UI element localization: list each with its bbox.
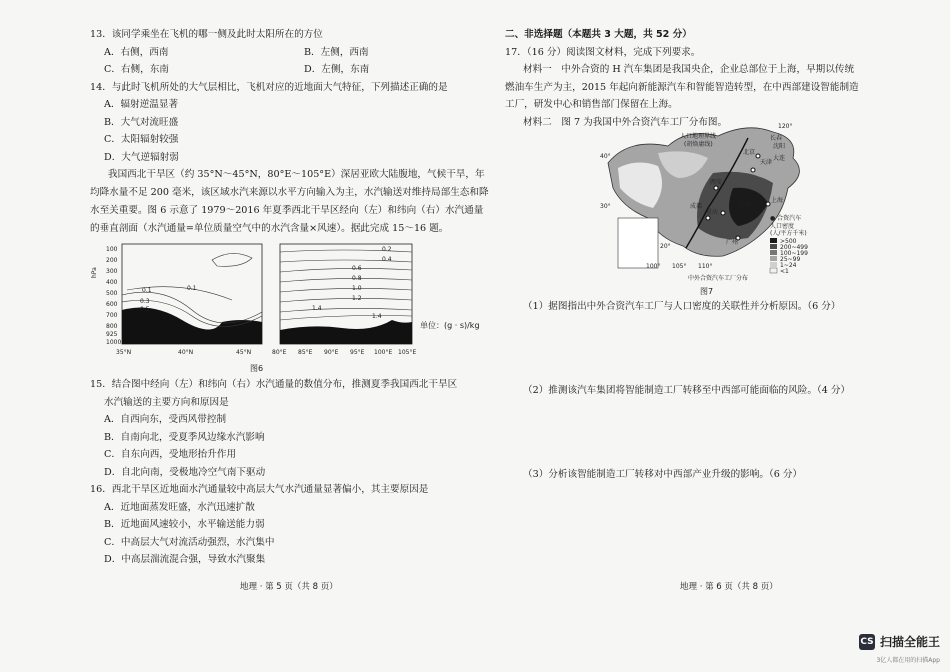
legend-swatch [770,256,777,261]
city-label: 北京 [743,149,756,156]
legend-density-title: 人口密度 [770,223,795,230]
fig6-right-contour [280,260,412,262]
q15-stem-line2: 水汽输送的主要方向和原因是 [104,396,229,408]
q17-stem: 17．（16 分）阅读图文材料，完成下列要求。 [505,46,701,58]
factory-marker [721,211,725,215]
legend-item: >500 [780,238,797,245]
fig6-right-label: 1.2 [352,295,362,302]
fig6-ytick: 700 [106,312,118,319]
map-legend [770,214,808,275]
legend-item: 1~24 [780,262,797,269]
legend-item: <1 [780,268,789,275]
legend-item: 100~199 [780,250,808,257]
fig6-right-contour [280,316,412,321]
fig6-right-label: 1.4 [372,313,382,320]
fig6-caption: 图6 [250,364,264,373]
material-1-line1: 材料一 中外合资的 H 汽车集团是我国央企，企业总部位于上海，早期以传统 [523,64,855,75]
q15-option-b: B．自南向北，受夏季风边缘水汽影响 [104,431,265,443]
fig6-right-contour [280,308,412,312]
city-label: 长春 [770,135,783,142]
legend-density-unit: (人/平方千米) [770,230,807,237]
legend-swatch [770,268,777,273]
q16-option-a: A．近地面蒸发旺盛，水汽迅速扩散 [104,501,255,513]
fig6-right-label: 0.6 [352,265,362,272]
fig6-y-label: hPa [91,267,98,278]
q13-option-b: B．左侧，西南 [304,46,369,58]
fig6-right-xtick: 95°E [350,349,365,356]
q13-option-c: C．右侧，东南 [104,64,169,75]
legend-item: 200~499 [780,244,808,251]
factory-marker [756,154,760,158]
legend-item: 25~99 [780,256,801,263]
fig6-ytick: 800 [106,323,118,330]
fig6-left-label: 0.1 [187,285,197,292]
fig6-ytick: 200 [106,257,118,264]
fig6-right-contour [280,288,412,292]
fig6-right-xtick: 80°E [272,349,287,356]
factory-marker [706,216,710,220]
q17-sub1-block [505,298,900,316]
fig6-left-label: 0.5 [140,306,150,313]
material-1-line3: 工厂，研发中心和销售部门保留在上海。 [505,99,678,110]
fig6-right-xtick: 90°E [324,349,339,356]
fig6-ytick: 300 [106,268,118,275]
q15-option-d: D．自北向南，受极地冷空气南下驱动 [104,466,266,478]
fig6-ytick: 400 [106,279,118,286]
fig6-right-label: 0.4 [382,256,392,263]
fig6-left-terrain [122,308,262,344]
q14-option-c: C．太阳辐射较强 [104,134,179,145]
q16-option-d: D．中高层湍流混合强，导致水汽聚集 [104,554,266,565]
legend-swatch [770,250,777,255]
fig6-y-ticks [106,246,121,346]
fig6-unit: 单位：(g · s)/kg [420,321,480,330]
figure-7-map [598,118,823,283]
fig6-ytick: 925 [106,331,118,338]
city-label: 上海 [771,197,784,204]
fig6-left-label: 0.1 [142,287,152,294]
fig6-right-contour [280,298,412,302]
city-label: 重庆 [706,209,719,216]
city-label: 大连 [773,155,786,162]
q14-option-a: A．辐射逆温显著 [104,99,179,110]
page-6 [505,26,900,131]
watermark-name: 扫描全能王 [879,635,940,649]
city-label: 武汉 [738,201,751,208]
q13-options-row1 [90,44,490,62]
city-label: 成都 [690,203,703,210]
fig6-right-label: 0.8 [352,275,362,282]
q15-stem-line1: 15．结合图中经向（左）和纬向（右）水汽通量的数值分布，推测夏季我国西北干旱区 [90,379,458,390]
factory-marker [714,186,718,190]
fig6-right-label: 0.2 [382,246,392,253]
q14-option-d: D．大气逆辐射弱 [104,151,179,163]
fig6-right-label: 1.4 [312,305,322,312]
fig6-left-xtick: 35°N [116,349,132,356]
page-6-footer: 地理 · 第 6 页（共 8 页） [680,582,778,592]
scanner-watermark [859,633,940,650]
q15-option-c: C．自东向西，受地形抬升作用 [104,449,237,460]
q13-option-d: D．左侧，东南 [304,64,370,75]
q13-option-a: A．右侧，西南 [104,46,169,58]
material-2: 材料二 图 7 为我国中外合资汽车工厂分布图。 [523,116,728,128]
city-label: 广州 [726,239,739,246]
hu-line-label: 人口地理界线 [680,133,717,140]
south-sea-inset [618,218,661,270]
lon-label: 100° [646,263,661,270]
passage-15-16: 我国西北干旱区（约 35°N～45°N，80°E～105°E）深居亚欧大陆腹地，气候干旱，年均降水量不足 200 毫米，该区域水汽来源以水平方向输入为主，水汽输送对维持局部生态和降水至关重要。图 6 示意了 1979～2016 年夏季西北干旱区经向（左）和纬向（右）水汽通量的垂直剖面（水汽通量=单位质量空气中的水汽含量×风速）。据此完成 15～16 题。 [90,169,489,234]
q17-sub3-block [505,466,900,484]
fig6-left-contour [212,253,252,266]
legend-swatch [770,238,777,243]
cs-logo-icon: CS [859,634,875,650]
q14-option-b: B．大气对流旺盛 [104,116,179,128]
q17-sub2-block [505,382,900,400]
page-5 [90,26,490,238]
legend-factory: ● 合资汽车 [770,215,802,222]
fig6-left-label: 0.3 [140,298,150,305]
q16-option-b: B．近地面风速较小，水平输送能力弱 [104,519,265,530]
q17-sub1: （1）据图指出中外合资汽车工厂与人口密度的关联性并分析原因。（6 分） [523,301,841,312]
city-label: 沈阳 [773,143,786,150]
city-label: 天津 [760,159,773,166]
watermark-sub: 3亿人都在用的扫描App [876,657,940,664]
fig6-ytick: 500 [106,290,118,297]
lon-label: 110° [698,263,713,270]
lat-label: 30° [600,203,611,210]
fig6-right-contour [280,268,412,272]
lon-label: 120° [778,123,793,130]
fig6-right-xtick: 100°E [374,349,393,356]
lon-label: 105° [672,263,687,270]
q15-option-a: A．自西向东，受西风带控制 [104,414,227,425]
fig6-right-xtick: 105°E [398,349,417,356]
factory-marker [751,168,755,172]
q16-option-c: C．中高层大气对流活动强烈，水汽集中 [104,536,275,548]
fig6-right-xtick: 85°E [298,349,313,356]
legend-swatch [770,244,777,249]
factory-marker [766,202,770,206]
fig6-right-contour [280,250,412,252]
fig7-caption: 图7 [700,287,714,296]
fig6-right-label: 1.0 [352,285,362,292]
lat-label: 20° [660,243,671,250]
city-label: 西安 [710,179,723,186]
q17-sub2: （2）推测该汽车集团将智能制造工厂转移至中西部可能面临的风险。（4 分） [523,385,851,396]
page-5-footer: 地理 · 第 5 页（共 8 页） [240,582,338,592]
fig6-ytick: 600 [106,301,118,308]
q17-sub3: （3）分析该智能制造工厂转移对中西部产业升级的影响。（6 分） [523,469,803,480]
fig6-right-contour [280,278,412,282]
fig6-ytick: 1000 [106,339,122,346]
q16-stem: 16．西北干旱区近地面水汽通量较中高层大气水汽通量显著偏小，其主要原因是 [90,484,429,495]
fig6-ytick: 100 [106,246,118,253]
page-5-questions-15-16 [90,376,490,569]
q14-stem: 14．与此时飞机所处的大气层相比，飞机对应的近地面大气特征，下列描述正确的是 [90,81,448,93]
section-title: 二、非选择题（本题共 3 大题，共 52 分） [505,29,692,40]
fig6-left-xtick: 40°N [178,349,194,356]
lat-label: 40° [600,153,611,160]
fig7-title: 中外合资汽车工厂分布 [688,275,749,282]
q13-options-row2 [90,61,490,79]
fig6-left-xtick: 45°N [236,349,252,356]
material-1-line2: 燃油车生产为主，2015 年起向新能源汽车和智能智造转型，在中西部建设智能制造 [505,81,859,93]
hu-line-sublabel: (胡焕庸线) [684,141,713,148]
q13-stem: 13．该同学乘坐在飞机的哪一侧及此时太阳所在的方位 [90,29,323,40]
legend-swatch [770,262,777,267]
figure-6 [92,240,422,360]
fig6-right-terrain [280,320,412,344]
